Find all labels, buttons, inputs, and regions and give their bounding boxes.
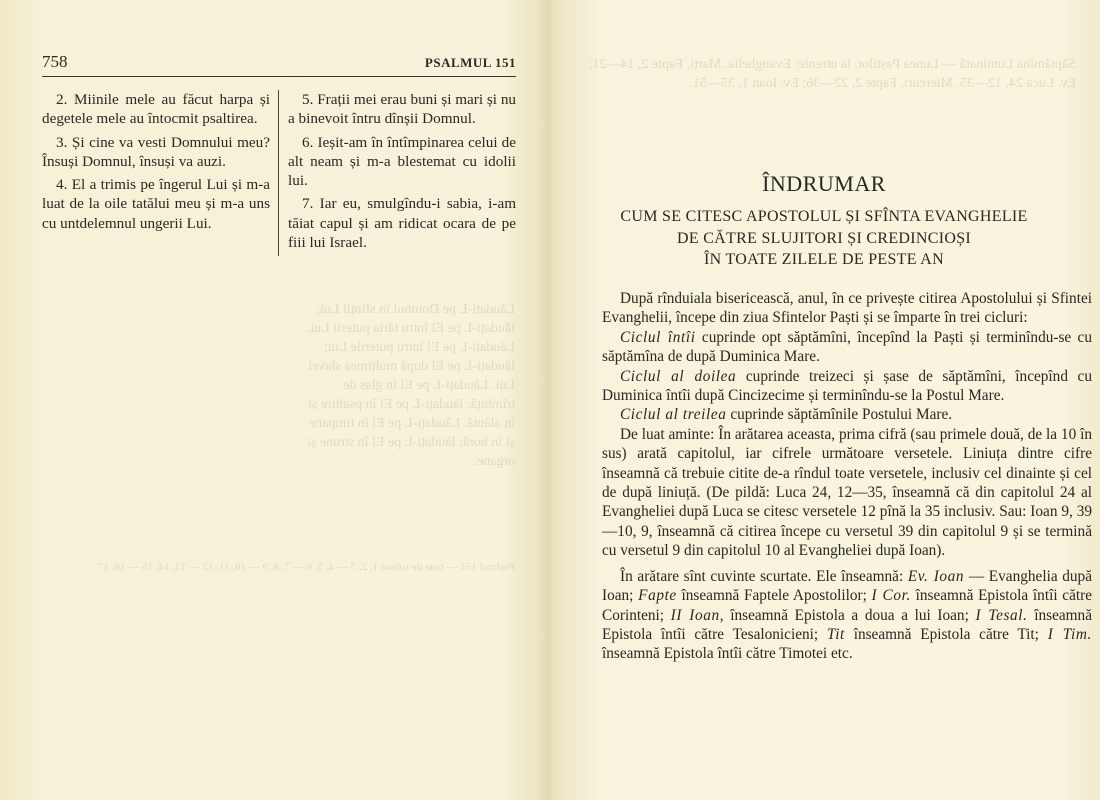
verse-columns [42,90,516,256]
bleed-through-text: Săptămîna Luminată — Lunea Paștilor, la utrenie: Evanghelia. Marți, Fapte 2, 14—21; Ev. Luca 24, 12—35. Miercuri, Fapte 2, 22—36; Ev. Ioan 1, 35—51. [588,57,1076,91]
paragraph-cycle-3: Ciclul al treilea cuprinde săptămînile Postului Mare. [620,406,953,424]
bleed-through-text: Psalmul 151 — note de subsol 1, 2, 3 — 4, 5, 6 — 7, 8, 9 — 10, 11, 12 — 13, 14, 15 — 16, 17 [98,561,515,573]
verse-column-right [278,90,516,256]
paragraph-abbreviations: În arătare sînt cuvinte scurtate. Ele înseamnă: Ev. Ioan — Evanghelia după Ioan; Fapte înseamnă Faptele Apostolilor; I Cor. înseamnă Epistola întîi către Corinteni; II Ioan, înseamnă Epistola a doua a lui Ioan; I Tesal. înseamnă Epistola întîi către Tesalonicieni; Tit înseamnă Epistola către Tit; I Tim. înseamnă Epistola întîi către Timotei etc. [602,567,1092,663]
subtitle-line: ÎN TOATE ZILELE DE PESTE AN [704,251,944,268]
paragraph-note: De luat aminte: În arătarea aceasta, prima cifră (sau primele două, de la 10 în sus) arată capitolul, iar cifrele următoare versetele. Liniuța dintre cifre înseamnă că trebuie citite de-a rîndul toate versetele, inclusiv cel dinainte și cel de după liniuță. (De pildă: Luca 24, 12—35, înseamnă că din capitolul 24 al Evangheliei după Luca se citesc versetele 12 pînă la 35 inclusiv. Sau: Ioan 9, 39—10, 9, înseamnă că citirea începe cu versetul 39 din capitolul 9 și se termină cu versetul 9 din capitolul 10 al Evangheliei după Ioan). [602,425,1092,560]
paragraph-cycle-1: Ciclul întîi cuprinde opt săptămîni, începînd la Paști și terminîndu-se cu săptămîna de după Duminica Mare. [602,328,1092,366]
page-header [42,50,516,77]
paragraph-intro: După rînduiala bisericească, anul, în ce privește citirea Apostolului și Sfintei Evanghelii, începe din ziua Sfintelor Paști și se împarte în trei cicluri: [602,290,1092,327]
paragraph-cycle-2: Ciclul al doilea cuprinde treizeci și șase de săptămîni, începînd cu Duminica întîi după Cincizecime și terminîndu-se la Postul Mare. [602,367,1092,405]
verse: 5. Frații mei erau buni și mari și nu a binevoit întru dînșii Domnul. [288,91,517,128]
subtitle-line: DE CĂTRE SLUJITORI ȘI CREDINCIOȘI [676,229,972,247]
verse: 2. Miinile mele au făcut harpa și degetele mele au întocmit psaltirea. [42,91,270,128]
running-head: PSALMUL 151 [424,55,516,70]
page-subtitle [548,206,1100,271]
bleed-through-text: Lăudați-L pe Domnul în sfinții Lui; lăudați-L pe El întru tăria puterii Lui. Lăudați-L pe El întru puterile Lui; lăudați-L pe El după mulțimea slavei Lui. Lăudați-L pe El în glas de trîmbiță; lăudați-L pe El în psaltire și în alăută. Lăudați-L pe El în timpane și în horă; lăudați-L pe El în strune și organe. [306,302,515,469]
subtitle-line: CUM SE CITESC APOSTOLUL ȘI SFÎNTA EVANGHELIE [620,208,1028,225]
page-number: 758 [42,52,68,71]
verse-column-left [42,90,278,256]
verse: 6. Ieșit-am în întîmpinarea celui de alt neam și m-a blestemat cu idolii lui. [288,133,516,190]
page-title: ÎNDRUMAR [762,171,886,196]
verse: 7. Iar eu, smulgîndu-i sabia, i-am tăiat capul și am ridicat ocara de pe fiii lui Israel. [288,195,517,252]
verse: 4. El a trimis pe îngerul Lui și m-a luat de la oile tatălui meu și m-a uns cu untdelemnul ungerii Lui. [42,176,270,232]
guide-body [602,289,1092,664]
verse: 3. Și cine va vesti Domnului meu? Însuși Domnul, însuși va auzi. [42,133,271,170]
right-page [548,0,1100,800]
left-page [0,0,548,800]
